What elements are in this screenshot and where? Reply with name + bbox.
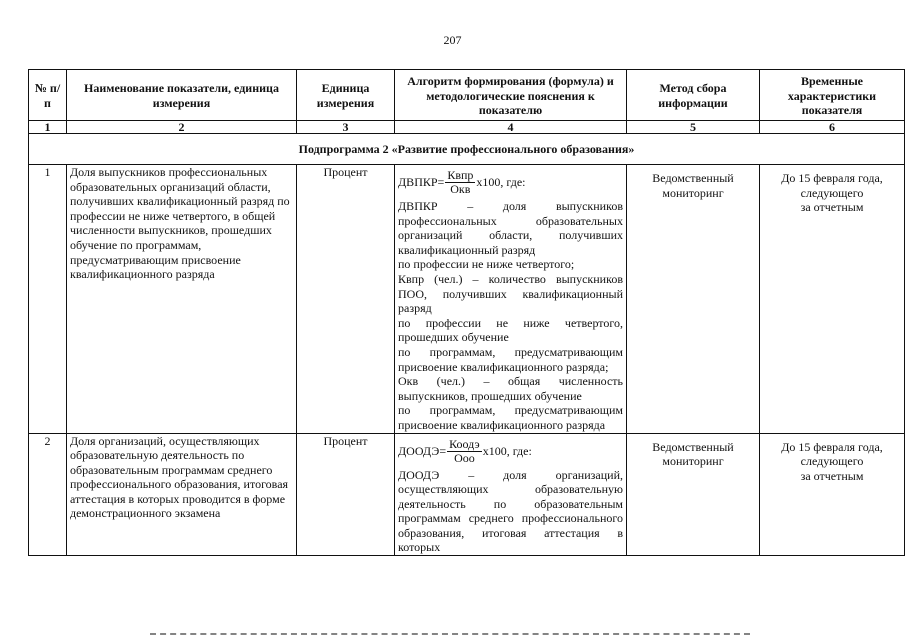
algorithm-cell bbox=[395, 165, 627, 434]
time-line: следующего bbox=[800, 454, 864, 469]
time-line: До 15 февраля года, bbox=[781, 439, 883, 454]
column-number: 5 bbox=[627, 121, 760, 134]
row-number: 2 bbox=[29, 433, 67, 556]
header-method: Метод сбора информации bbox=[627, 70, 760, 121]
formula-fraction bbox=[447, 438, 482, 465]
explanation-text: ДВПКР – доля выпускников профессиональных образовательных организаций области, получивших квалификационный разряд bbox=[398, 199, 623, 257]
unit-cell: Процент bbox=[297, 165, 395, 434]
unit-cell: Процент bbox=[297, 433, 395, 556]
explanation-text: по программам, предусматривающим присвоение квалификационного разряда bbox=[398, 403, 623, 432]
column-numbers-row bbox=[29, 121, 905, 134]
header-algorithm: Алгоритм формирования (формула) и методологические пояснения к показателю bbox=[395, 70, 627, 121]
formula-numerator: Квпр bbox=[447, 168, 474, 182]
explanation-text: по программам, предусматривающим присвоение квалификационного разряда; bbox=[398, 344, 623, 374]
algorithm-cell bbox=[395, 433, 627, 556]
indicators-table bbox=[28, 69, 905, 556]
formula-right: х100, где: bbox=[476, 175, 526, 190]
explanation-text: Квпр (чел.) – количество выпускников ПОО, получивших квалификационный разряд bbox=[398, 271, 623, 316]
method-cell: Ведомственный мониторинг bbox=[627, 165, 760, 434]
page-number: 207 bbox=[443, 33, 462, 47]
time-line: До 15 февраля года, bbox=[781, 171, 883, 185]
column-number: 3 bbox=[297, 121, 395, 134]
header-unit: Единица измерения bbox=[297, 70, 395, 121]
indicator-name: Доля выпускников профессиональных образовательных организаций области, получивших квалификационный разряд по профессии не ниже четвертого, в общей численности выпускников, прошедших обучение по программам, предусматривающим присвоение квалификационного разряда bbox=[67, 165, 297, 434]
column-number: 4 bbox=[395, 121, 627, 134]
formula bbox=[398, 165, 623, 196]
explanation-text: ДООДЭ – доля организаций, осуществляющих образовательную деятельность по образовательным программам среднего профессионального образования, итоговая аттестация в которых bbox=[398, 467, 623, 555]
time-line: следующего bbox=[800, 185, 864, 200]
header-name: Наименование показатели, единица измерения bbox=[67, 70, 297, 121]
table-row bbox=[29, 433, 905, 556]
time-line: за отчетным bbox=[800, 468, 864, 483]
indicator-name: Доля организаций, осуществляющих образовательную деятельность по образовательным программам среднего профессионального образования, итоговая аттестация в которых проводится в форме демонстрационного экзамена bbox=[67, 433, 297, 556]
column-number: 6 bbox=[760, 121, 905, 134]
method-cell: Ведомственный мониторинг bbox=[627, 433, 760, 556]
formula-denominator: Окв bbox=[450, 182, 471, 196]
time-cell bbox=[760, 165, 905, 434]
table-header-row bbox=[29, 70, 905, 121]
column-number: 2 bbox=[67, 121, 297, 134]
explanation-text: Окв (чел.) – общая численность выпускников, прошедших обучение bbox=[398, 374, 623, 403]
formula-right: х100, где: bbox=[482, 443, 532, 458]
column-number: 1 bbox=[29, 121, 67, 134]
subprogram-title: Подпрограмма 2 «Развитие профессионального образования» bbox=[29, 134, 905, 165]
row-number: 1 bbox=[29, 165, 67, 434]
formula bbox=[398, 434, 623, 465]
header-num: № п/п bbox=[29, 70, 67, 121]
formula-denominator: Ооо bbox=[454, 450, 475, 465]
header-time: Временные характеристики показателя bbox=[760, 70, 905, 121]
explanation-text: по профессии не ниже четвертого, прошедших обучение bbox=[398, 315, 623, 345]
scan-artifact-line bbox=[150, 633, 750, 637]
formula-numerator: Коодэ bbox=[449, 436, 480, 451]
explanation-text: по профессии не ниже четвертого; bbox=[398, 257, 575, 272]
formula-left: ДООДЭ= bbox=[398, 443, 447, 458]
time-line: за отчетным bbox=[800, 200, 864, 215]
table-row bbox=[29, 165, 905, 434]
subprogram-row bbox=[29, 134, 905, 165]
time-cell bbox=[760, 433, 905, 556]
formula-left: ДВПКР= bbox=[398, 175, 445, 190]
formula-fraction bbox=[445, 169, 475, 196]
